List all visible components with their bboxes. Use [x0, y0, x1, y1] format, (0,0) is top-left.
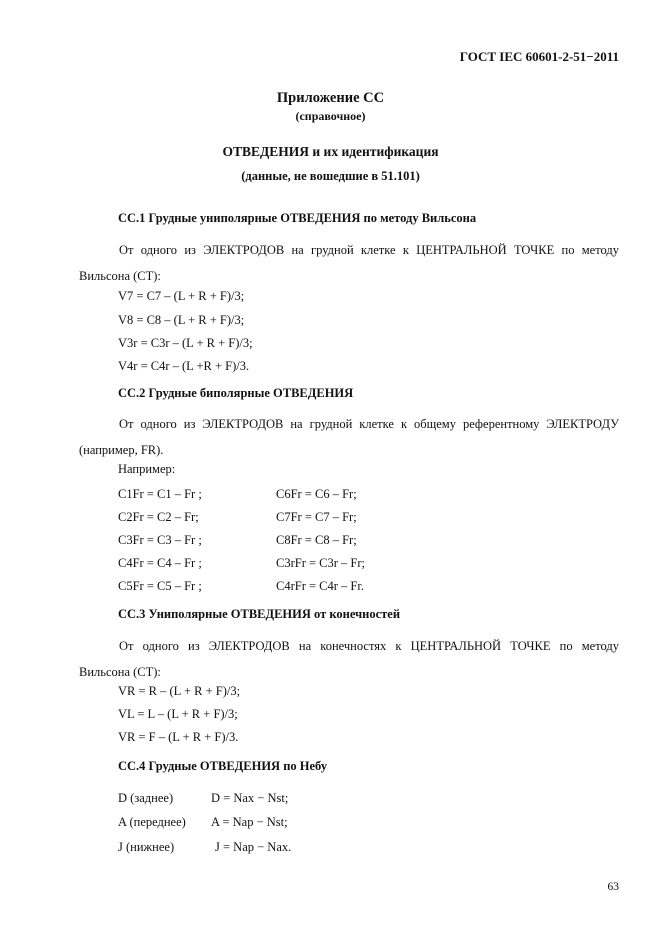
example-label: Например:: [118, 462, 176, 476]
formula: VR = R – (L + R + F)/3;: [118, 684, 241, 698]
formula: V4r = C4r – (L +R + F)/3.: [118, 359, 250, 373]
section-title: СС.1 Грудные униполярные ОТВЕДЕНИЯ по методу Вильсона: [118, 211, 477, 225]
lead-formula: A = Nap − Nst;: [211, 815, 288, 829]
section-paragraph: [79, 633, 619, 685]
formula-right: C4rFr = C4r – Fr.: [276, 579, 364, 593]
appendix-heading: ОТВЕДЕНИЯ и их идентификация: [222, 144, 439, 159]
formula-right: C6Fr = C6 – Fr;: [276, 487, 357, 501]
section-title: СС.3 Униполярные ОТВЕДЕНИЯ от конечностей: [118, 607, 401, 621]
appendix-title: Приложение СС: [276, 90, 385, 106]
formula-left: C2Fr = C2 – Fr;: [118, 510, 199, 524]
formula: V7 = C7 – (L + R + F)/3;: [118, 289, 245, 303]
formula-left: C4Fr = C4 – Fr ;: [118, 556, 202, 570]
doc-id: ГОСТ IEC 60601-2-51−2011: [459, 49, 619, 64]
appendix-subtitle: (справочное): [295, 109, 366, 123]
paragraph-line: От одного из ЭЛЕКТРОДОВ на грудной клетке к общему референтному ЭЛЕКТРОДУ: [119, 417, 619, 431]
paragraph-line: Вильсона (CT):: [79, 665, 161, 679]
formula-right: C3rFr = C3r – Fr;: [276, 556, 366, 570]
formula-right: C7Fr = C7 – Fr;: [276, 510, 357, 524]
lead-formula: J = Nap − Nax.: [215, 840, 292, 854]
lead-label: D (заднее): [118, 791, 174, 805]
lead-label: J (нижнее): [118, 840, 175, 854]
formula: VR = F – (L + R + F)/3.: [118, 730, 239, 744]
lead-label: A (переднее): [118, 815, 186, 829]
formula: V3r = C3r – (L + R + F)/3;: [118, 336, 253, 350]
section-title: СС.2 Грудные биполярные ОТВЕДЕНИЯ: [118, 386, 354, 400]
page-number: 63: [607, 881, 619, 893]
formula-left: C1Fr = C1 – Fr ;: [118, 487, 202, 501]
paragraph-line: Вильсона (CT):: [79, 269, 161, 283]
formula: VL = L – (L + R + F)/3;: [118, 707, 238, 721]
formula-left: C3Fr = C3 – Fr ;: [118, 533, 202, 547]
lead-formula: D = Nax − Nst;: [211, 791, 289, 805]
section-paragraph: [79, 237, 619, 289]
formula-left: C5Fr = C5 – Fr ;: [118, 579, 202, 593]
formula-right: C8Fr = C8 – Fr;: [276, 533, 357, 547]
appendix-note: (данные, не вошедшие в 51.101): [241, 169, 420, 183]
section-paragraph: [79, 411, 619, 463]
paragraph-line: От одного из ЭЛЕКТРОДОВ на конечностях к ЦЕНТРАЛЬНОЙ ТОЧКЕ по методу: [119, 639, 619, 653]
formula: V8 = C8 – (L + R + F)/3;: [118, 313, 245, 327]
paragraph-line: От одного из ЭЛЕКТРОДОВ на грудной клетке к ЦЕНТРАЛЬНОЙ ТОЧКЕ по методу: [119, 243, 619, 257]
section-title: СС.4 Грудные ОТВЕДЕНИЯ по Небу: [118, 759, 328, 773]
paragraph-line: (например, FR).: [79, 443, 164, 457]
